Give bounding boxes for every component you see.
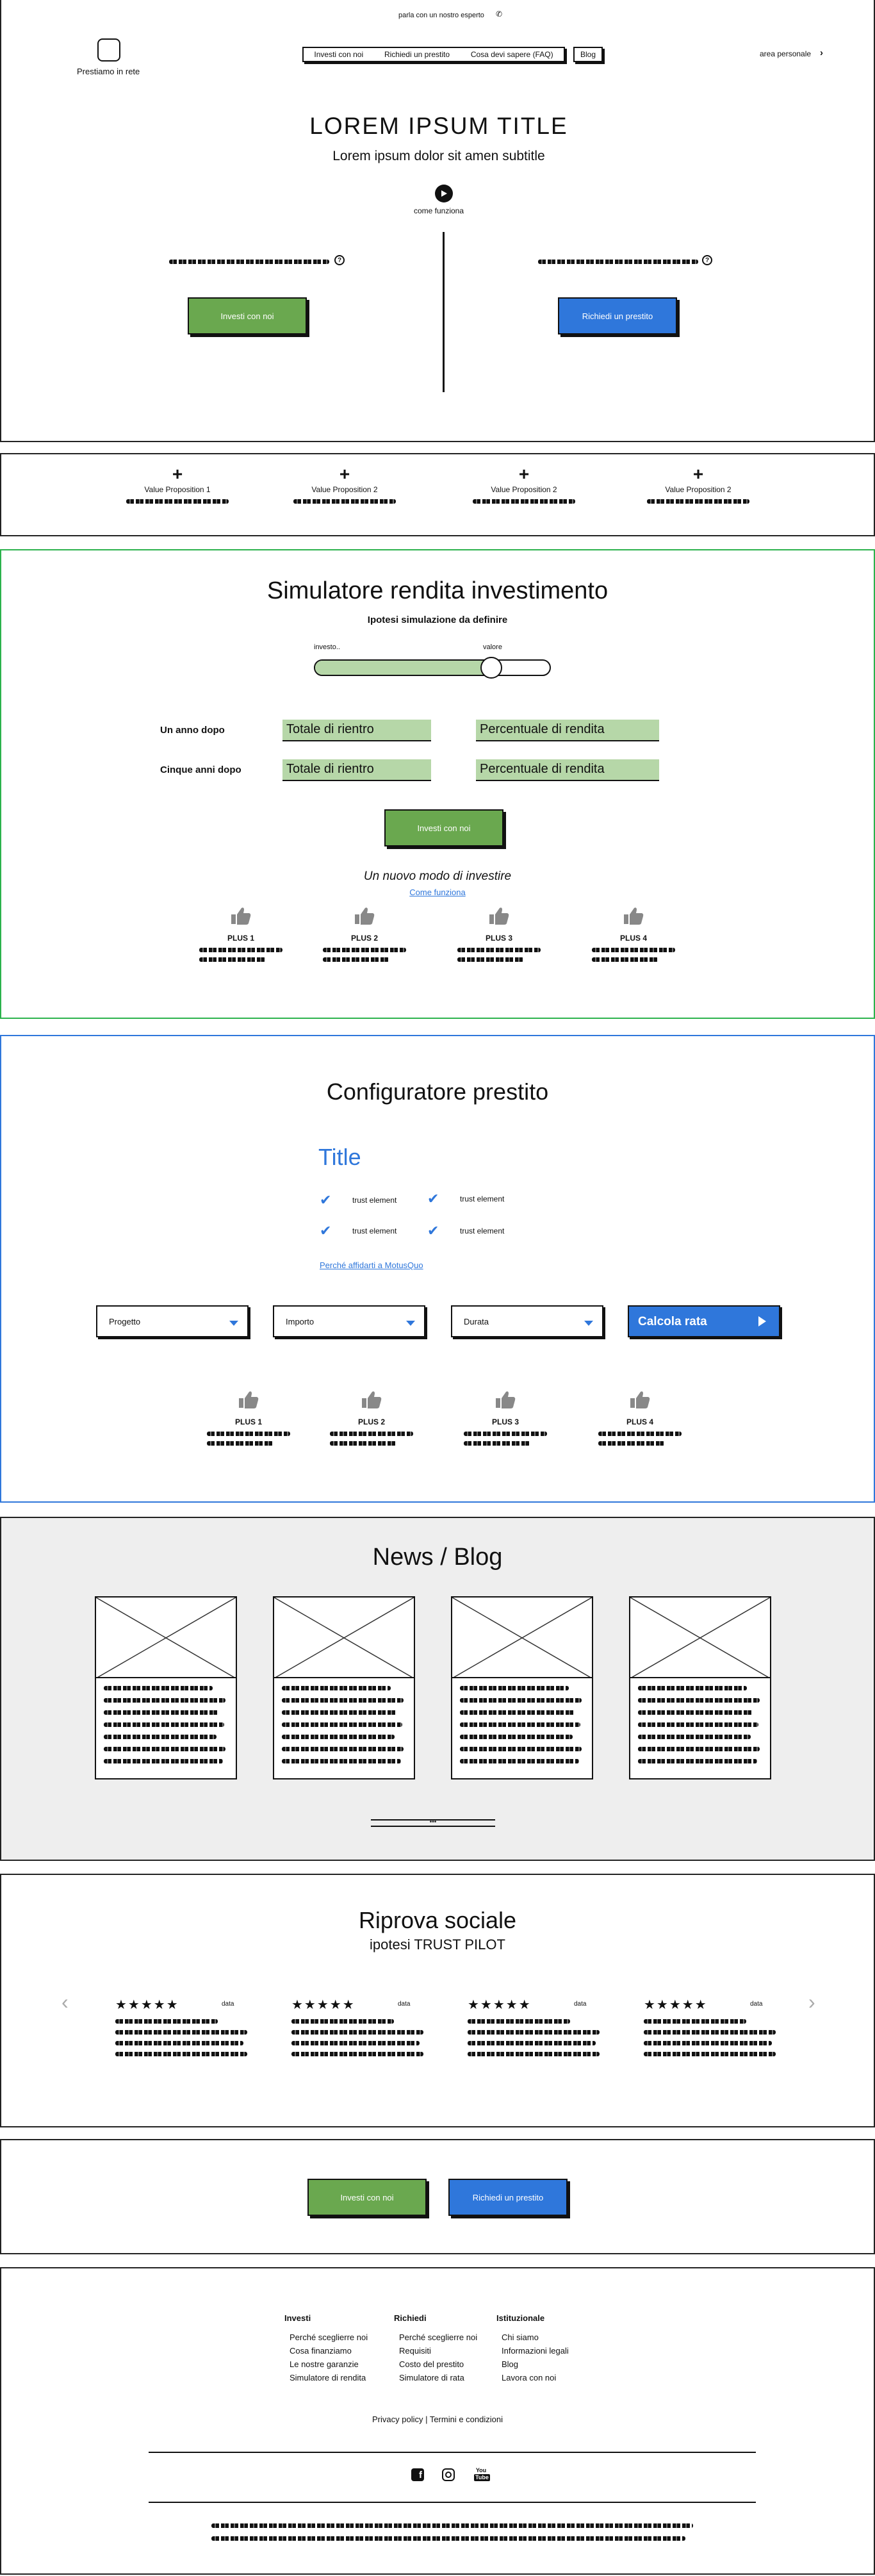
plus-item [183, 906, 298, 962]
hero-divider [443, 232, 445, 392]
trust-element: trust element [352, 1226, 397, 1235]
review-card [115, 1997, 256, 2056]
amount-select[interactable] [273, 1305, 425, 1337]
plus-text [457, 957, 524, 962]
simulator-tagline: Un nuovo modo di investire [363, 870, 512, 883]
footer-col-invest [284, 2313, 387, 2384]
image-placeholder [630, 1598, 770, 1678]
carousel-prev-icon[interactable]: ‹ [61, 1990, 69, 2013]
vp-3 [460, 465, 588, 504]
plus-text [457, 948, 541, 952]
footer-divider [149, 2502, 756, 2503]
total-return-field: Totale di rientro [282, 759, 431, 781]
plus-item [307, 906, 422, 962]
pagination-control[interactable]: ••• [371, 1819, 495, 1827]
plus-label: PLUS 1 [234, 1417, 262, 1426]
vp-text [126, 499, 229, 504]
plus-text [323, 948, 406, 952]
trust-element: trust element [460, 1226, 505, 1235]
blog-card[interactable] [629, 1596, 771, 1779]
plus-label: PLUS 4 [619, 934, 647, 943]
plus-label: PLUS 3 [491, 1417, 519, 1426]
cta-section [0, 2139, 875, 2254]
slider-left-label: investo.. [314, 643, 340, 651]
vp-label: Value Proposition 2 [311, 485, 378, 494]
plus-text [199, 948, 282, 952]
check-icon: ✔ [320, 1192, 332, 1208]
instagram-icon[interactable] [442, 2468, 455, 2481]
hero-subtitle: Lorem ipsum dolor sit amen subtitle [332, 149, 545, 163]
configurator-section [0, 1035, 875, 1503]
cta-invest-button[interactable]: Investi con noi [307, 2179, 427, 2216]
hero-title: LOREM IPSUM TITLE [309, 113, 568, 139]
simulator-section [0, 549, 875, 1019]
cta-request-button[interactable]: Richiedi un prestito [448, 2179, 568, 2216]
image-placeholder [96, 1598, 236, 1678]
blog-card[interactable] [95, 1596, 237, 1779]
thumbs-up-icon [238, 1390, 259, 1409]
plus-label: PLUS 2 [350, 934, 378, 943]
vp-label: Value Proposition 2 [665, 485, 732, 494]
hero-invest-button[interactable]: Investi con noi [188, 297, 307, 334]
footer-link[interactable]: Lavora con noi [502, 2373, 557, 2382]
plus-text [598, 1432, 682, 1436]
trust-link[interactable]: Perché affidarti a MotusQuo [320, 1260, 423, 1270]
plus-icon: + [339, 464, 350, 484]
thumbs-up-icon [623, 906, 644, 925]
plus-label: PLUS 3 [485, 934, 512, 943]
blog-card[interactable] [451, 1596, 593, 1779]
chevron-down-icon [406, 1321, 415, 1326]
plus-item [582, 1390, 698, 1446]
footer-disclaimer [211, 2523, 693, 2528]
trust-element: trust element [460, 1194, 505, 1203]
footer-disclaimer [211, 2536, 685, 2541]
hero-request-text [538, 260, 698, 264]
duration-select[interactable] [451, 1305, 603, 1337]
review-date: data [222, 2001, 234, 2008]
check-icon: ✔ [320, 1223, 332, 1239]
slider-handle[interactable] [480, 657, 502, 679]
image-placeholder [274, 1598, 414, 1678]
plus-text [199, 957, 266, 962]
play-icon[interactable] [435, 185, 453, 202]
select-value: Importo [286, 1317, 315, 1326]
youtube-icon[interactable]: You Tube [475, 2467, 489, 2481]
plus-label: PLUS 4 [626, 1417, 653, 1426]
footer-link[interactable]: Perché sceglierre noi [399, 2332, 478, 2342]
footer-link[interactable]: Le nostre garanzie [290, 2359, 359, 2369]
plus-text [592, 957, 658, 962]
calculate-label: Calcola rata [638, 1315, 707, 1328]
card-text [452, 1678, 592, 1763]
footer-col-title: Istituzionale [496, 2313, 545, 2323]
plus-text [207, 1441, 274, 1446]
footer-divider [149, 2452, 756, 2453]
play-right-icon [758, 1316, 766, 1326]
plus-text [592, 948, 675, 952]
card-text [96, 1678, 236, 1763]
rating-stars: ★★★★★ [115, 1998, 179, 2012]
thumbs-up-icon [230, 906, 252, 925]
card-text [630, 1678, 770, 1763]
thumbs-up-icon [354, 906, 375, 925]
value-props-section [0, 453, 875, 536]
rating-stars: ★★★★★ [644, 1998, 708, 2012]
row-label-1: Un anno dopo [160, 725, 225, 736]
total-return-field: Totale di rientro [282, 720, 431, 741]
review-date: data [750, 2001, 763, 2008]
slider-right-label: valore [483, 643, 502, 651]
legal-links[interactable]: Privacy policy | Termini e condizioni [372, 2415, 503, 2424]
social-proof-section [0, 1874, 875, 2127]
nav-request[interactable]: Richiedi un prestito [384, 50, 450, 59]
topbar-phone-text: parla con un nostro esperto [398, 12, 484, 19]
footer-col-title: Investi [284, 2313, 311, 2323]
footer-col-request [394, 2313, 496, 2384]
footer-link[interactable]: Cosa finanziamo [290, 2346, 352, 2356]
footer [0, 2267, 875, 2575]
plus-label: PLUS 2 [357, 1417, 385, 1426]
plus-text [464, 1441, 530, 1446]
nav-blog[interactable]: Blog [573, 47, 603, 62]
plus-item [314, 1390, 429, 1446]
yield-percentage-field: Percentuale di rendita [476, 720, 659, 741]
configurator-title: Configuratore prestito [326, 1078, 549, 1105]
hero-section [0, 0, 875, 442]
info-icon[interactable]: ? [334, 255, 345, 265]
how-it-works-link[interactable]: Come funziona [409, 888, 466, 897]
plus-icon: + [518, 464, 530, 484]
vp-label: Value Proposition 2 [491, 485, 557, 494]
news-title: News / Blog [372, 1544, 503, 1571]
vp-1 [113, 465, 241, 504]
simulator-invest-button[interactable]: Investi con noi [384, 809, 503, 846]
check-icon: ✔ [427, 1191, 439, 1207]
image-placeholder [452, 1598, 592, 1678]
trust-element: trust element [352, 1196, 397, 1205]
review-card [291, 1997, 432, 2056]
select-value: Progetto [109, 1317, 141, 1326]
hero-request-button[interactable]: Richiedi un prestito [558, 297, 677, 334]
rating-stars: ★★★★★ [291, 1998, 356, 2012]
footer-link[interactable]: Requisiti [399, 2346, 431, 2356]
footer-link[interactable]: Simulatore di rata [399, 2373, 464, 2382]
slider-fill [315, 661, 491, 675]
vp-2 [281, 465, 409, 504]
brand-name: Prestiamo in rete [77, 67, 140, 76]
investment-slider[interactable] [314, 659, 551, 676]
plus-item [448, 1390, 563, 1446]
chevron-right-icon[interactable]: › [820, 47, 823, 58]
vp-text [647, 499, 749, 504]
footer-link[interactable]: Blog [502, 2359, 519, 2369]
review-card [644, 1997, 785, 2056]
plus-text [598, 1441, 665, 1446]
yield-percentage-field: Percentuale di rendita [476, 759, 659, 781]
how-it-works-label[interactable]: come funziona [413, 206, 464, 215]
review-card [468, 1997, 609, 2056]
plus-item [576, 906, 691, 962]
simulator-title: Simulatore rendita investimento [266, 577, 609, 604]
plus-item [191, 1390, 306, 1446]
plus-label: PLUS 1 [227, 934, 254, 943]
footer-link[interactable]: Simulatore di rendita [290, 2373, 366, 2382]
thumbs-up-icon [361, 1390, 382, 1409]
chevron-down-icon [229, 1321, 238, 1326]
vp-label: Value Proposition 1 [144, 485, 211, 494]
select-value: Durata [464, 1317, 489, 1326]
footer-link[interactable]: Informazioni legali [502, 2346, 569, 2356]
social-subtitle: ipotesi TRUST PILOT [370, 1936, 505, 1953]
plus-text [323, 957, 389, 962]
plus-icon: + [172, 464, 183, 484]
plus-text [207, 1432, 290, 1436]
configurator-subtitle: Title [318, 1144, 361, 1170]
plus-text [330, 1441, 397, 1446]
social-title: Riprova sociale [358, 1907, 517, 1933]
footer-link[interactable]: Costo del prestito [399, 2359, 464, 2369]
check-icon: ✔ [427, 1223, 439, 1239]
facebook-icon[interactable]: f [411, 2468, 424, 2481]
info-icon[interactable]: ? [702, 255, 712, 265]
review-date: data [574, 2001, 587, 2008]
nav-invest[interactable]: Investi con noi [314, 50, 364, 59]
project-select[interactable] [96, 1305, 249, 1337]
thumbs-up-icon [495, 1390, 516, 1409]
card-text [274, 1678, 414, 1763]
footer-link[interactable]: Perché sceglierre noi [290, 2332, 368, 2342]
simulator-subtitle: Ipotesi simulazione da definire [367, 615, 508, 625]
plus-text [330, 1432, 413, 1436]
plus-text [464, 1432, 547, 1436]
carousel-next-icon[interactable]: › [808, 1990, 815, 2013]
vp-text [293, 499, 396, 504]
main-nav [302, 47, 565, 62]
thumbs-up-icon [629, 1390, 651, 1409]
thumbs-up-icon [488, 906, 510, 925]
footer-col-institutional [496, 2313, 599, 2384]
phone-icon[interactable]: ✆ [495, 10, 503, 19]
vp-4 [634, 465, 762, 504]
footer-link[interactable]: Chi siamo [502, 2332, 539, 2342]
vp-text [473, 499, 575, 504]
rating-stars: ★★★★★ [468, 1998, 532, 2012]
news-section [0, 1517, 875, 1861]
area-link[interactable]: area personale [760, 49, 812, 58]
nav-faq[interactable]: Cosa devi sapere (FAQ) [470, 50, 553, 59]
calculate-button[interactable] [628, 1305, 780, 1337]
chevron-down-icon [584, 1321, 593, 1326]
row-label-2: Cinque anni dopo [160, 764, 241, 775]
logo[interactable] [97, 38, 120, 62]
plus-item [441, 906, 557, 962]
blog-card[interactable] [273, 1596, 415, 1779]
footer-col-title: Richiedi [394, 2313, 427, 2323]
review-date: data [398, 2001, 411, 2008]
plus-icon: + [692, 464, 704, 484]
hero-invest-text [169, 260, 329, 264]
